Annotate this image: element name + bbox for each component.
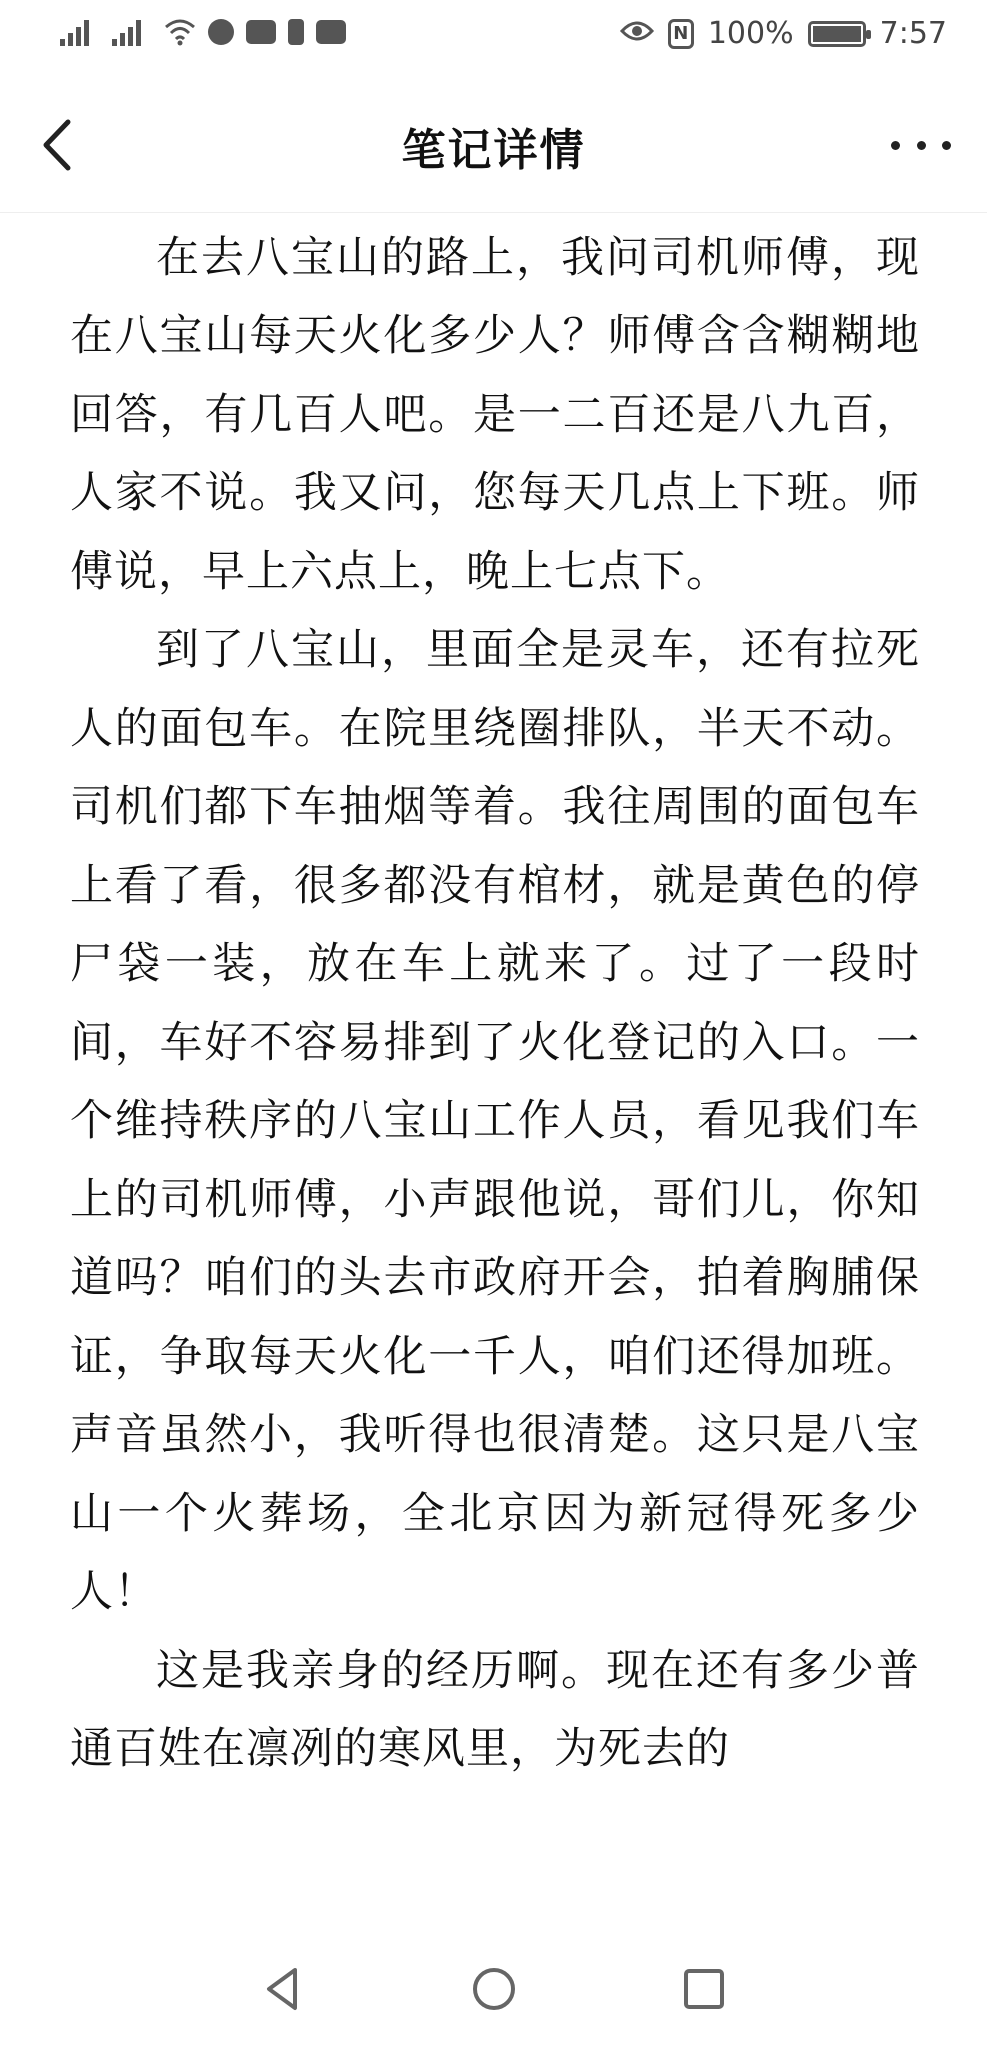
paragraph: 在去八宝山的路上，我问司机师傅，现在八宝山每天火化多少人？师傅含含糊糊地回答，有几百人吧。是一二百还是八九百，人家不说。我又问，您每天几点上下班。师傅说，早上六点上，晚上七点下。 — [70, 232, 920, 597]
more-options-button[interactable] — [891, 130, 951, 160]
eye-icon — [620, 16, 654, 51]
signal-icon — [60, 18, 100, 46]
status-icons-left — [60, 18, 346, 46]
chrome-icon — [208, 19, 234, 45]
system-nav-bar — [0, 1930, 987, 2048]
status-icons-right — [620, 16, 947, 51]
note-content[interactable] — [0, 212, 987, 1930]
nav-home-button[interactable] — [469, 1964, 519, 2014]
youtube-2-icon — [316, 20, 346, 44]
status-bar — [0, 0, 987, 72]
clock: 7:57 — [879, 16, 947, 51]
signal-2-icon — [112, 18, 152, 46]
battery-percent: 100% — [707, 16, 794, 51]
nav-recents-button[interactable] — [679, 1964, 729, 2014]
paragraph: 这是我亲身的经历啊。现在还有多少普通百姓在凛冽的寒风里，为死去的 — [70, 1645, 920, 1774]
nfc-icon: N — [668, 19, 694, 49]
more-horizontal-icon — [891, 141, 900, 150]
note-article — [70, 140, 920, 1789]
battery-icon — [808, 21, 866, 47]
page-title: 笔记详情 — [401, 125, 586, 176]
title-bar — [0, 72, 987, 213]
battery-saver-icon — [288, 19, 304, 45]
circle-home-icon — [469, 1964, 519, 2014]
square-recents-icon — [679, 1964, 729, 2014]
paragraph: 到了八宝山，里面全是灵车，还有拉死人的面包车。在院里绕圈排队，半天不动。司机们都下车抽烟等着。我往周围的面包车上看了看，很多都没有棺材，就是黄色的停尸袋一装，放在车上就来了。过了一段时间，车好不容易排到了火化登记的入口。一个维持秩序的八宝山工作人员，看见我们车上的司机师傅，小声跟他说，哥们儿，你知道吗？咱们的头去市政府开会，拍着胸脯保证，争取每天火化一千人，咱们还得加班。声音虽然小，我听得也很清楚。这只是八宝山一个火葬场，全北京因为新冠得死多少人！ — [70, 625, 920, 1617]
wifi-icon — [164, 18, 196, 46]
nav-back-button[interactable] — [259, 1964, 309, 2014]
youtube-icon — [246, 20, 276, 44]
triangle-back-icon — [259, 1964, 309, 2014]
